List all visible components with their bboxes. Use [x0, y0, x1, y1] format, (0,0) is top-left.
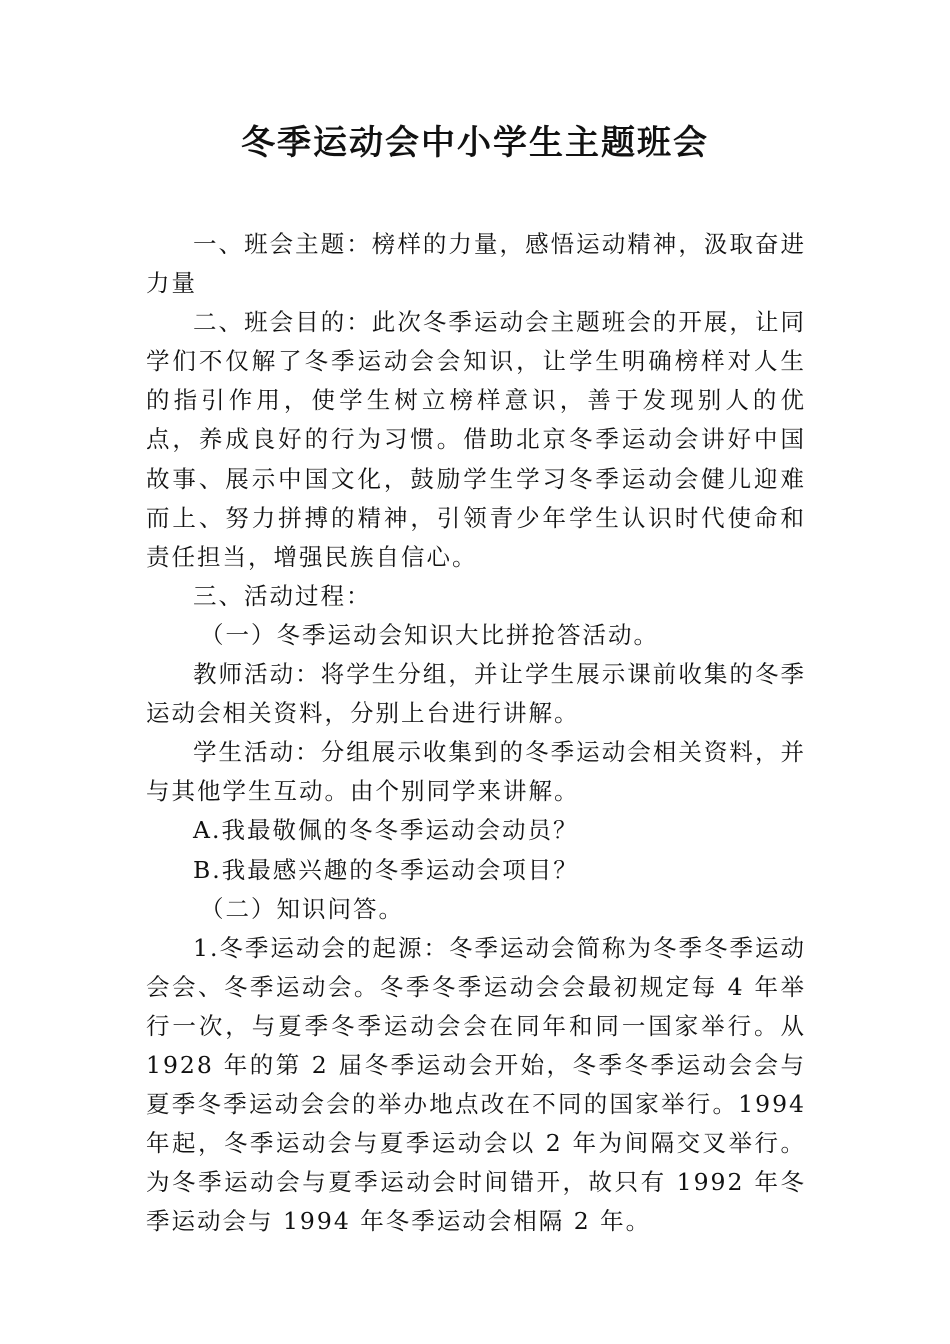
document-body — [146, 225, 806, 1241]
paragraph-theme: 一、班会主题：榜样的力量，感悟运动精神，汲取奋进力量 — [146, 230, 806, 298]
paragraph-purpose: 二、班会目的：此次冬季运动会主题班会的开展，让同学们不仅解了冬季运动会会知识，让学生明确榜样对人生的指引作用，使学生树立榜样意识，善于发现别人的优点，养成良好的行为习惯。借助北京冬季运动会讲好中国故事、展示中国文化，鼓励学生学习冬季运动会健儿迎难而上、努力拼搏的精神，引领青少年学生认识时代使命和责任担当，增强民族自信心。 — [146, 308, 806, 571]
paragraph-student-activity: 学生活动：分组展示收集到的冬季运动会相关资料，并与其他学生互动。由个别同学来讲解。 — [146, 738, 806, 806]
paragraph-question-b: B.我最感兴趣的冬季运动会项目？ — [193, 855, 579, 884]
paragraph-question-a: A.我最敬佩的冬冬季运动会动员？ — [193, 816, 579, 845]
paragraph-section-one-heading: （一）冬季运动会知识大比拼抢答活动。 — [200, 620, 660, 649]
paragraph-origin: 1.冬季运动会的起源：冬季运动会简称为冬季冬季运动会会、冬季运动会。冬季冬季运动会会最初规定每 4 年举行一次，与夏季冬季运动会会在同年和同一国家举行。从 1928 年的第 2 届冬季运动会开始，冬季冬季运动会会与夏季冬季运动会会的举办地点改在不同的国家举行。1994 年起，冬季运动会与夏季运动会以 2 年为间隔交叉举行。为冬季运动会与夏季运动会时间错开，故只有 1992 年冬季运动会与 1994 年冬季运动会相隔 2 年。 — [146, 933, 806, 1236]
paragraph-process-heading: 三、活动过程： — [193, 581, 372, 610]
paragraph-section-two-heading: （二）知识问答。 — [200, 894, 405, 923]
paragraph-teacher-activity: 教师活动：将学生分组，并让学生展示课前收集的冬季运动会相关资料，分别上台进行讲解。 — [146, 660, 806, 728]
document-title: 冬季运动会中小学生主题班会 — [241, 123, 709, 163]
